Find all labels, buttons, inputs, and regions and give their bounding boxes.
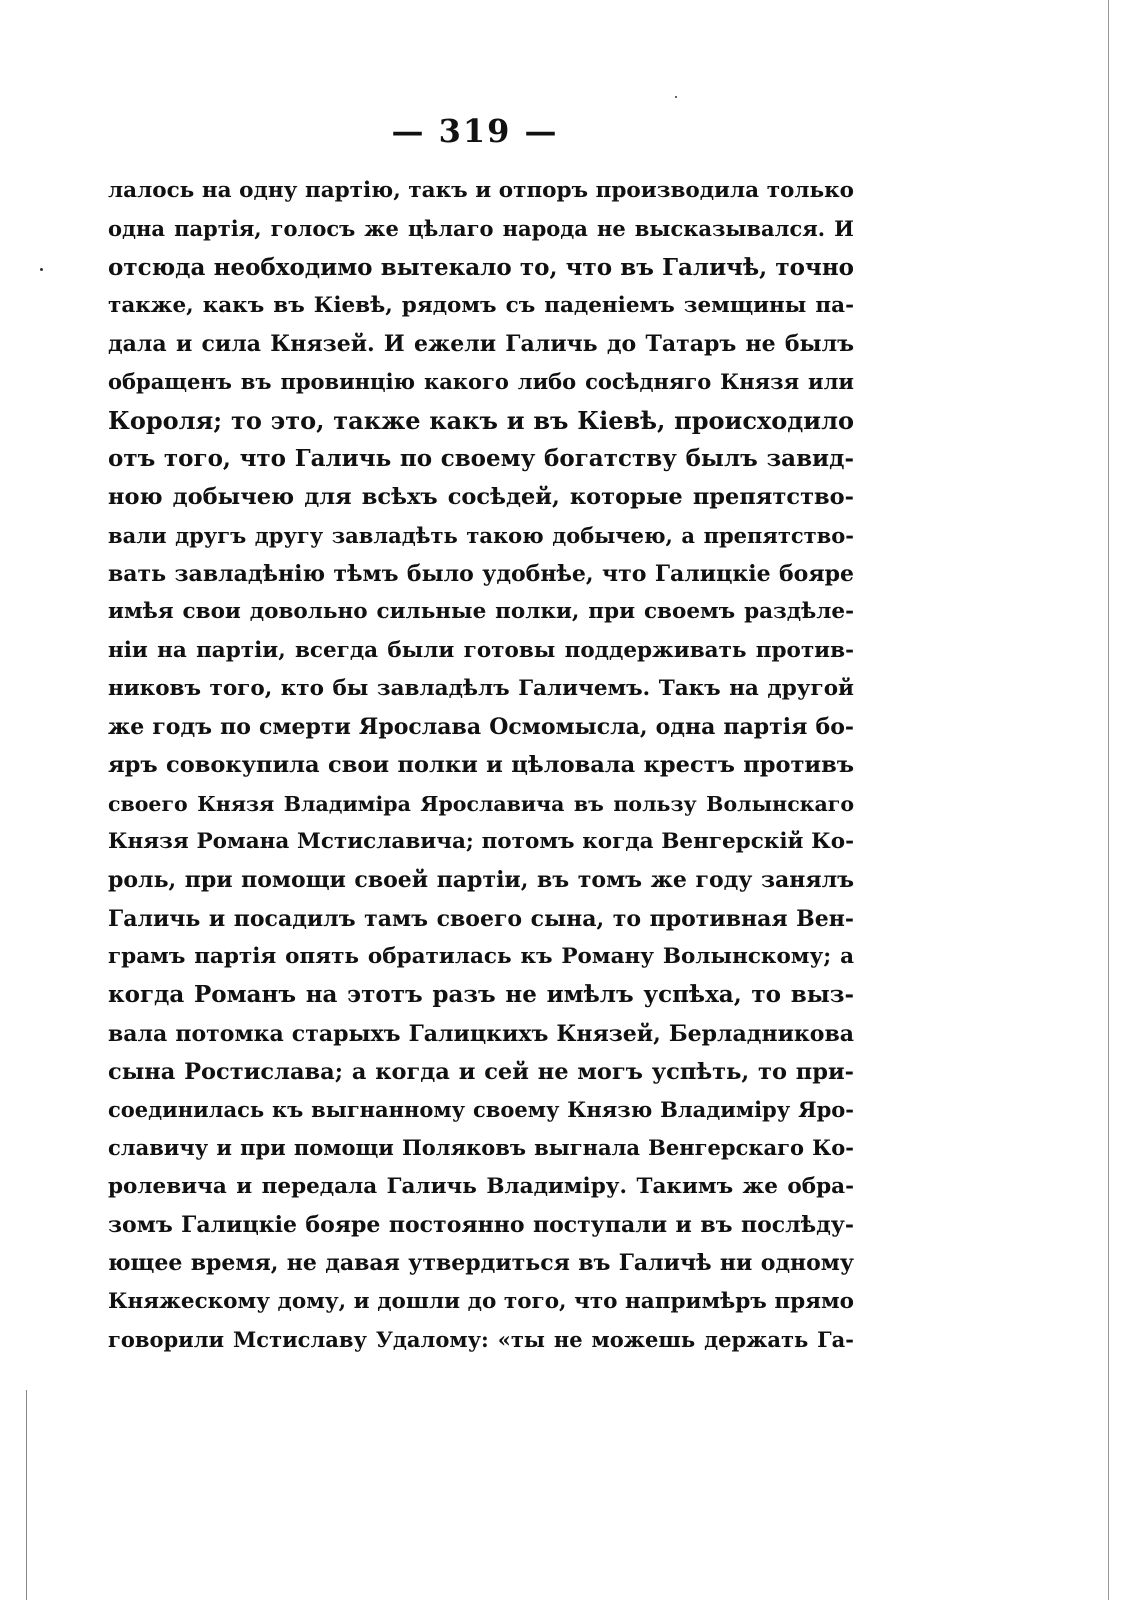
text-line: роль, при помощи своей партіи, въ томъ же году занялъ (108, 867, 854, 894)
text-line: своего Князя Владиміра Ярославича въ пользу Волынскаго (108, 791, 854, 816)
text-line: обращенъ въ провинцію какого либо сосѣдняго Князя или (108, 369, 854, 395)
text-line: никовъ того, кто бы завладѣлъ Галичемъ. Такъ на другой (108, 675, 854, 701)
text-line: когда Романъ на этотъ разъ не имѣлъ успѣха, то выз- (108, 981, 854, 1009)
text-line: одна партія, голосъ же цѣлаго народа не высказывался. И (108, 216, 854, 242)
text-line: имѣя свои довольно сильные полки, при своемъ раздѣле- (108, 599, 854, 625)
text-line: ролевича и передала Галичь Владиміру. Такимъ же обра- (108, 1173, 854, 1199)
scan-speck (675, 96, 677, 98)
text-line: также, какъ въ Кіевѣ, рядомъ съ паденіемъ земщины па- (108, 292, 854, 318)
text-line: говорили Мстиславу Удалому: «ты не можешь держать Га- (108, 1326, 854, 1352)
scan-edge-line (1108, 0, 1109, 1600)
text-line: ною добычею для всѣхъ сосѣдей, которые препятство- (108, 484, 854, 511)
text-line: ющее время, не давая утвердиться въ Галичѣ ни одному (108, 1250, 854, 1277)
text-line: ніи на партіи, всегда были готовы поддерживать против- (108, 637, 854, 663)
text-line: отсюда необходимо вытекало то, что въ Галичѣ, точно (108, 253, 854, 281)
text-line: зомъ Галицкіе бояре постоянно поступали и въ послѣду- (108, 1212, 854, 1239)
text-line: грамъ партія опять обратилась къ Роману Волынскому; а (108, 943, 854, 969)
text-line: отъ того, что Галичь по своему богатству былъ завид- (108, 445, 854, 473)
text-line: Князя Романа Мстиславича; потомъ когда Венгерскій Ко- (108, 829, 854, 855)
text-line: вали другъ другу завладѣть такою добычею, а препятство- (108, 522, 854, 548)
text-line: вать завладѣнію тѣмъ было удобнѣе, что Галицкіе бояре (108, 560, 854, 587)
text-line: дала и сила Князей. И ежели Галичь до Татаръ не былъ (108, 331, 854, 358)
text-line: Княжескому дому, и дошли до того, что напримѣръ прямо (108, 1288, 854, 1314)
scan-speck (40, 268, 43, 271)
scan-edge-line-left (26, 1390, 27, 1600)
text-line: Галичь и посадилъ тамъ своего сына, то противная Вен- (108, 905, 854, 932)
text-line: сына Ростислава; а когда и сей не могъ успѣть, то при- (108, 1058, 854, 1085)
page-number: — 319 — (391, 112, 559, 150)
body-text (108, 172, 854, 1359)
text-line: яръ совокупила свои полки и цѣловала крестъ противъ (108, 752, 854, 779)
text-line: Короля; то это, также какъ и въ Кіевѣ, происходило (108, 405, 854, 435)
text-line: же годъ по смерти Ярослава Осмомысла, одна партія бо- (108, 714, 854, 741)
text-line: вала потомка старыхъ Галицкихъ Князей, Берладникова (108, 1020, 854, 1047)
text-line: соединилась къ выгнанному своему Князю Владиміру Яро- (108, 1097, 854, 1123)
text-line: лалось на одну партію, такъ и отпоръ производила только (108, 178, 854, 203)
text-line: славичу и при помощи Поляковъ выгнала Венгерскаго Ко- (108, 1135, 854, 1161)
